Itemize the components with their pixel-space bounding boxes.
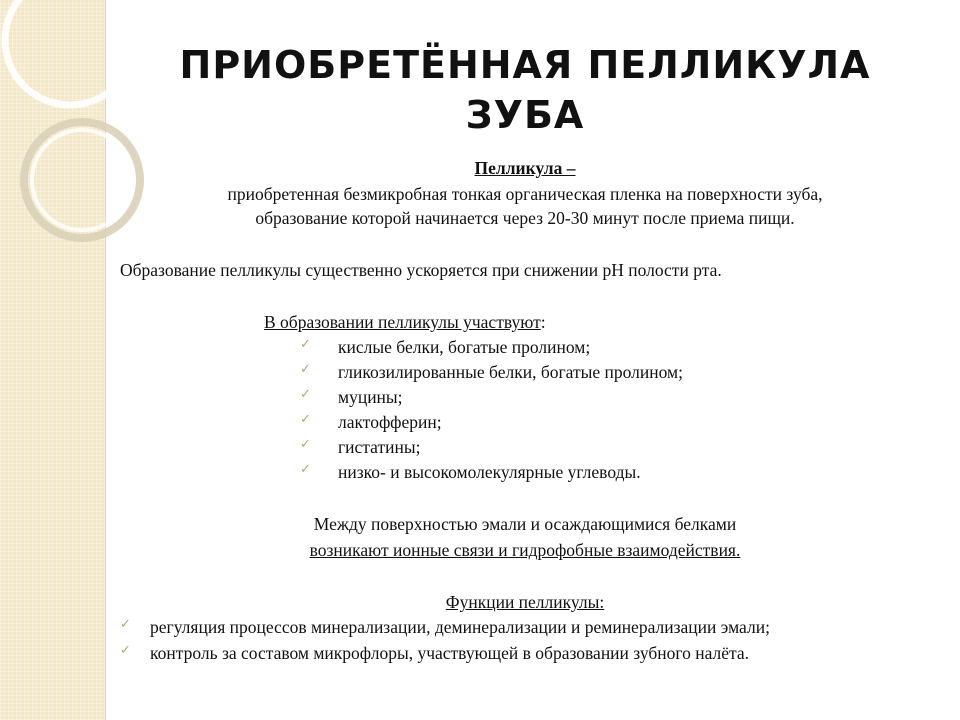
participants-heading-colon: : xyxy=(540,312,546,332)
bonds-line-1: Между поверхностью эмали и осаждающимися белками xyxy=(313,514,737,534)
participant-item: гликозилированные белки, богатые пролином; xyxy=(338,362,683,382)
bonds-line-2: возникают ионные связи и гидрофобные взаимодействия. xyxy=(309,540,741,560)
checkmark-icon: ✓ xyxy=(300,412,311,427)
definition-term: Пелликула – xyxy=(474,158,576,178)
checkmark-icon: ✓ xyxy=(300,437,311,452)
title-line-1: ПРИОБРЕТЁННАЯ ПЕЛЛИКУЛА xyxy=(179,43,871,87)
checkmark-icon: ✓ xyxy=(120,617,131,632)
page-title xyxy=(110,40,940,140)
participants-heading-text: В образовании пелликулы участвуют xyxy=(264,312,541,332)
checkmark-icon: ✓ xyxy=(120,643,131,658)
function-item: регуляция процессов минерализации, деминерализации и реминерализации эмали; xyxy=(150,617,770,637)
checkmark-icon: ✓ xyxy=(300,462,311,477)
function-item: контроль за составом микрофлоры, участвующей в образовании зубного налёта. xyxy=(150,643,750,663)
definition-line-1: приобретенная безмикробная тонкая органическая пленка на поверхности зуба, xyxy=(227,184,823,204)
checkmark-icon: ✓ xyxy=(300,337,311,352)
participants-heading xyxy=(264,310,546,334)
functions-heading: Функции пелликулы: xyxy=(445,592,605,612)
decorative-side-band xyxy=(0,0,106,720)
title-line-2: ЗУБА xyxy=(465,93,585,137)
participant-item: низко- и высокомолекулярные углеводы. xyxy=(338,462,641,482)
definition-line-2: образование которой начинается через 20-30 минут после приема пищи. xyxy=(255,208,795,228)
participant-item: гистатины; xyxy=(338,437,421,457)
participant-item: муцины; xyxy=(338,387,403,407)
acceleration-text: Образование пелликулы существенно ускоряется при снижении pH полости рта. xyxy=(120,260,722,280)
participant-item: лактофферин; xyxy=(338,412,442,432)
checkmark-icon: ✓ xyxy=(300,362,311,377)
participant-item: кислые белки, богатые пролином; xyxy=(338,337,591,357)
checkmark-icon: ✓ xyxy=(300,387,311,402)
